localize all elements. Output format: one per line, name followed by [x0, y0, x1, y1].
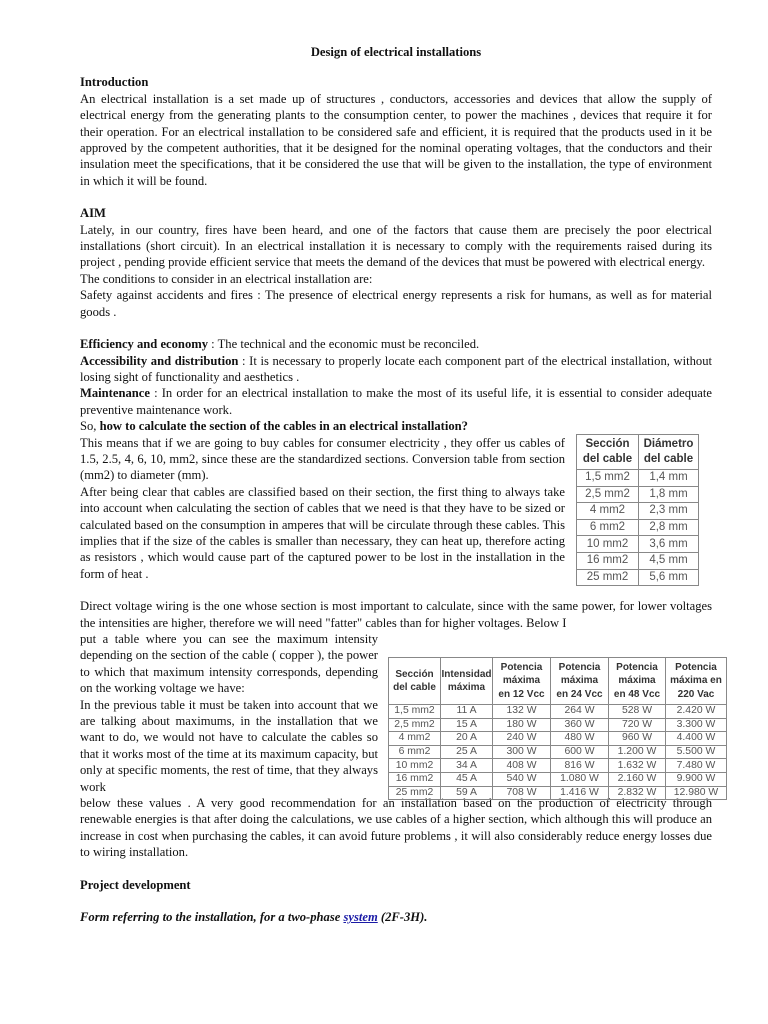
condition-text: : It is necessary to properly locate each component part of the electrical installation, without losing sight of functionality and aesthetics .: [80, 353, 712, 384]
document-title: Design of electrical installations: [310, 45, 482, 59]
table-header-row: [389, 658, 727, 705]
introduction-heading: Introduction: [80, 75, 149, 90]
table-row: 16 mm2 4,5 mm: [577, 552, 699, 569]
header-intensidad: Intensidad máxima: [441, 658, 493, 705]
spacer: [80, 320, 712, 336]
table-row: 4 mm2 20 A 240 W 480 W 960 W 4.400 W: [389, 732, 727, 746]
header-48vcc: Potencia máxima en 48 Vcc: [609, 658, 666, 705]
project-heading: Project development: [80, 877, 191, 892]
power-table: [388, 657, 727, 800]
table-row: 10 mm2 3,6 mm: [577, 536, 699, 553]
section-text-block: [80, 418, 565, 582]
table-header-row: [577, 435, 699, 470]
table-row: 25 mm2 59 A 708 W 1.416 W 2.832 W 12.980 W: [389, 786, 727, 800]
condition-efficiency: [80, 336, 712, 352]
system-link[interactable]: system: [343, 910, 378, 925]
table-row: 2,5 mm2 1,8 mm: [577, 486, 699, 503]
question-bold: how to calculate the section of the cables in an electrical installation?: [99, 419, 468, 434]
table-side-text: [80, 631, 378, 795]
condition-text: : In order for an electrical installation to make the most of its useful life, it is essential to consider adequate preventive maintenance work.: [80, 386, 712, 417]
condition-maintenance: [80, 385, 712, 418]
condition-accessibility: [80, 353, 712, 386]
direct-voltage-paragraph: Direct voltage wiring is the one whose section is most important to calculate, since with the same power, for lower voltages the intensities are higher, therefore we will need "fatter" cables than for higher voltages. Below I: [80, 599, 712, 630]
power-table-wrap: [388, 657, 727, 800]
table-row: 6 mm2 2,8 mm: [577, 519, 699, 536]
header-12vcc: Potencia máxima en 12 Vcc: [493, 658, 551, 705]
table-row: 6 mm2 25 A 300 W 600 W 1.200 W 5.500 W: [389, 745, 727, 759]
header-24vcc: Potencia máxima en 24 Vcc: [551, 658, 609, 705]
section-diameter-table: [576, 434, 699, 586]
table-row: 10 mm2 34 A 408 W 816 W 1.632 W 7.480 W: [389, 759, 727, 773]
aim-heading: AIM: [80, 206, 106, 221]
table-row: 1,5 mm2 1,4 mm: [577, 470, 699, 487]
section-diameter-table-wrap: [576, 434, 699, 586]
section-paragraph-2: After being clear that cables are classified based on their section, the first thing to always take into account when calculating the section of cables that we need is that they have to be sized or calculated based on the consumption in amperes that will be circulate through these cables. This implies that if the size of the cables is smaller than necessary, they can heat up, therefore acting as resistors , which would cause part of the captured power to be lost in the installation in the form of heat .: [80, 484, 565, 581]
introduction-paragraph: An electrical installation is a set made up of structures , conductors, accessories and devices that allow the supply of electrical energy from the generating plants to the consumption center, to power the machines , devices that require it for their operation. For an electrical installation to be considered safe and efficient, it is required that the products used in it be approved by the competent authorities, that it be designed for the nominal operating voltages, that the conductors and their insulation meet the specifications, that it be considered the use that will be given to the installation, the type of environment in which it will be found.: [80, 91, 712, 188]
condition-text: : The technical and the economic must be reconciled.: [208, 337, 480, 352]
header-220vac: Potencia máxima en 220 Vac: [666, 658, 727, 705]
section-paragraph-1: This means that if we are going to buy cables for consumer electricity , they offer us cables of 1.5, 2.5, 4, 6, 10, mm2, since these are the standardized sections. Conversion table from section (mm2) to diameter (mm).: [80, 435, 565, 483]
condition-label: Accessibility and distribution: [80, 353, 239, 368]
form-suffix: (2F-3H).: [377, 910, 428, 925]
form-prefix: Form referring to the installation, for a two-phase: [80, 910, 344, 925]
previous-table-paragraph: In the previous table it must be taken into account that we are talking about maximums, in the installation that we want to do, we would not have to calculate the cables so that it works most of the time at its maximum capacity, but only at specific moments, the rest of time, that they always work: [80, 697, 378, 794]
table-row: 25 mm2 5,6 mm: [577, 569, 699, 586]
spacer: [80, 189, 712, 205]
table-row: 1,5 mm2 11 A 132 W 264 W 528 W 2.420 W: [389, 705, 727, 719]
condition-label: Efficiency and economy: [80, 337, 209, 352]
spacer: [80, 861, 712, 877]
header-diametro: Diámetro del cable: [639, 435, 699, 470]
recommendation-paragraph: below these values . A very good recommendation for an installation based on the production of electricity through renewable energies is that after doing the calculations, we use cables of a higher section, which although this will produce an increase in cost when purchasing the cables, it can avoid future problems , it will also considerably reduce energy losses due to wiring installation.: [80, 796, 712, 860]
table-row: 16 mm2 45 A 540 W 1.080 W 2.160 W 9.900 W: [389, 772, 727, 786]
header-seccion: Sección del cable: [577, 435, 639, 470]
aim-paragraph: Lately, in our country, fires have been heard, and one of the factors that cause them are precisely the poor electrical installations (short circuit). In an electrical installation it is necessary to comply with the requirements raised during its project , pending provide efficient service that meets the demand of the devices that must be powered with electrical energy.: [80, 222, 712, 270]
direct-voltage-continued: put a table where you can see the maximum intensity depending on the section of the cable ( copper ), the power to which that maximum intensity corresponds, depending on the working voltage we have:: [80, 632, 378, 696]
safety-paragraph: Safety against accidents and fires : The presence of electrical energy represents a risk for humans, as well as for material goods .: [80, 288, 712, 319]
table-row: 2,5 mm2 15 A 180 W 360 W 720 W 3.300 W: [389, 718, 727, 732]
conditions-intro: The conditions to consider in an electrical installation are:: [80, 271, 373, 286]
condition-label: Maintenance: [80, 386, 150, 401]
section-question: [80, 418, 565, 434]
header-seccion: Sección del cable: [389, 658, 441, 705]
table-row: 4 mm2 2,3 mm: [577, 503, 699, 520]
spacer: [80, 893, 712, 909]
question-prefix: So,: [80, 419, 100, 434]
form-line: [80, 909, 712, 925]
